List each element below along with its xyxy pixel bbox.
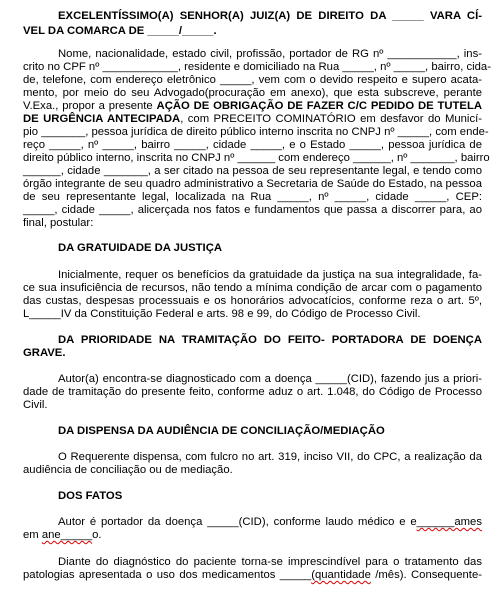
- intro-line-1: Nome, nacionalidade, estado civil, profissão, portador de RG nº ___________, ins-: [58, 48, 482, 60]
- gratuidade-line-1: Inicialmente, requer os benefícios da gratuidade da justiça na sua integralidade, fa-: [58, 269, 482, 281]
- intro-line-6-text: , com PRECEITO COMINATÓRIO em desfavor do Municí-: [180, 113, 482, 125]
- petition-header-line1: EXCELENTÍSSIMO(A) SENHOR(A) JUIZ(A) DE DIREITO DA _____ VARA CÍ-: [58, 10, 482, 22]
- fatos-line-4: [23, 569, 482, 582]
- prioridade-line-2: dade de tramitação do presente feito, conforme aduz o art. 1.048, do Código de Processo: [23, 386, 482, 398]
- spellcheck-underlined-text: ______ames: [416, 516, 482, 528]
- section-title-prioridade-line1: DA PRIORIDADE NA TRAMITAÇÃO DO FEITO- PORTADORA DE DOENÇA: [58, 334, 482, 346]
- fatos-line-4-text: patologias apresentada o uso dos medicamentos _____: [23, 569, 312, 581]
- gratuidade-line-3: das custas, despesas processuais e os honorários advocatícios, conforme reza o art. 5º,: [23, 295, 482, 307]
- intro-line-5-text: V.Exa., propor a presente: [23, 100, 157, 112]
- petition-header-line2: VEL DA COMARCA DE _____/_____.: [23, 25, 217, 37]
- intro-line-10: ______, cidade _______, a ser citado na pessoa de seu representante legal, e tendo como: [23, 165, 482, 177]
- intro-line-8: reço _____, nº _____, bairro _____, cidade _____, e o Estado _____, pessoa jurídica de: [23, 139, 482, 151]
- section-title-dispensa: DA DISPENSA DA AUDIÊNCIA DE CONCILIAÇÃO/MEDIAÇÃO: [58, 425, 385, 437]
- action-title-part1: AÇÃO DE OBRIGAÇÃO DE FAZER C/C PEDIDO DE TUTELA: [156, 100, 482, 112]
- intro-line-6: [23, 113, 482, 126]
- gratuidade-line-2: ce sua insuficiência de recursos, não tendo a mínima condição de arcar com o pagamento: [23, 282, 482, 294]
- dispensa-line-2: audiência de conciliação ou de mediação.: [23, 464, 233, 476]
- intro-line-7: pio _______, pessoa jurídica de direito público interno inscrita no CNPJ nº _____, com ende-: [23, 126, 489, 138]
- intro-line-4: mento, por meio do seu Advogado(procuração em anexo), que esta subscreve, perante: [23, 87, 482, 99]
- spellcheck-underlined-text: (quantidade: [311, 569, 371, 581]
- prioridade-line-1: Autor(a) encontra-se diagnosticado com a doença _____(CID), fazendo jus a priori-: [58, 373, 482, 385]
- fatos-line-1: [58, 516, 482, 529]
- section-title-gratuidade: DA GRATUIDADE DA JUSTIÇA: [58, 242, 223, 254]
- intro-line-2: crito no CPF nº ____________, residente e domiciliado na Rua _____, nº _____, bairro, cida-: [23, 61, 491, 73]
- gratuidade-line-4: L_____IV da Constituição Federal e arts. 98 e 99, do Código de Processo Civil.: [23, 308, 421, 320]
- intro-line-12: de seu representante legal, localizada na Rua _____, nº _____, cidade _____, CEP:: [23, 191, 482, 203]
- fatos-line-2-text: em: [23, 529, 42, 541]
- dispensa-line-1: O Requerente dispensa, com fulcro no art. 319, inciso VII, do CPC, a realização da: [58, 451, 482, 463]
- intro-line-9: direito público interno, inscrita no CNPJ nº ______ com endereço ______, nº _______, bairro: [23, 152, 490, 164]
- intro-line-14: final, postular:: [23, 217, 94, 229]
- fatos-line-2: [23, 529, 102, 542]
- intro-line-13: _____, cidade _____, alicerçada nos fatos e fundamentos que passa a discorrer para, ao: [23, 204, 482, 216]
- spellcheck-underlined-text: ane_____: [41, 529, 93, 541]
- intro-line-3: de, telefone, com endereço eletrônico _____, vem com o devido respeito e supero acata-: [23, 74, 482, 86]
- intro-line-11: órgão integrante de seu quadro administrativo a Secretaria de Saúde do Estado, na pessoa: [23, 178, 482, 190]
- fatos-line-4-end: /mês). Consequente-: [370, 569, 482, 581]
- section-title-fatos: DOS FATOS: [58, 490, 123, 502]
- action-title-part2: DE URGÊNCIA ANTECIPADA: [23, 113, 181, 125]
- fatos-line-2-end: o.: [92, 529, 102, 541]
- fatos-line-1-text: Autor é portador da doença _____(CID), conforme laudo médico e e: [58, 516, 417, 528]
- fatos-line-3: Diante do diagnóstico do paciente torna-se imprescindível para o tratamento das: [58, 556, 482, 568]
- section-title-prioridade-line2: GRAVE.: [23, 347, 66, 359]
- prioridade-line-3: Civil.: [23, 399, 48, 411]
- intro-line-5: [23, 100, 482, 113]
